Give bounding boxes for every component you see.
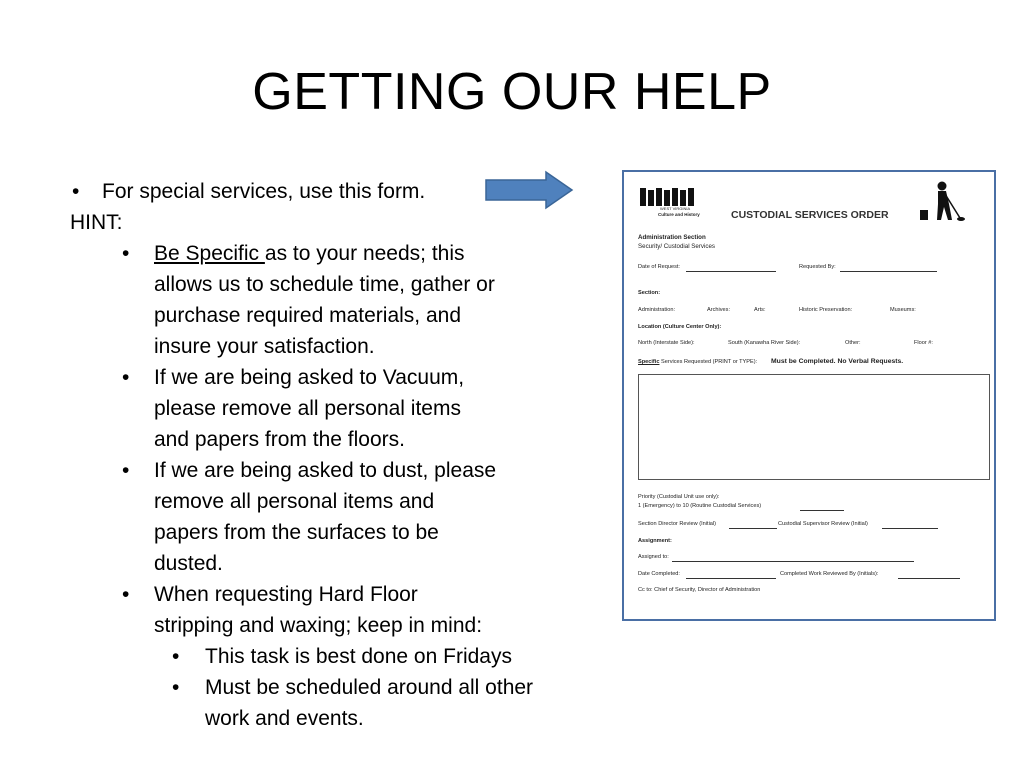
form-completed-reviewed: Completed Work Reviewed By (Initials):: [780, 571, 879, 577]
form-line: [840, 271, 937, 272]
form-title: CUSTODIAL SERVICES ORDER: [731, 209, 889, 221]
form-section-sub: Security/ Custodial Services: [638, 243, 716, 250]
hint-text: If we are being asked to Vacuum, please remove all personal items and papers from the floors.: [154, 366, 465, 451]
form-museums: Museums:: [890, 307, 916, 313]
hint-item: [70, 455, 499, 579]
form-supervisor-review: Custodial Supervisor Review (Initial): [778, 521, 868, 527]
form-assigned-to: Assigned to:: [638, 554, 669, 560]
sub-hint-item: [70, 641, 580, 672]
form-line: [898, 578, 960, 579]
form-cc: Cc to: Chief of Security, Director of Administration: [638, 587, 761, 593]
custodial-form-image: [622, 170, 996, 621]
bullet-dot: •: [122, 366, 130, 389]
janitor-icon: [916, 180, 966, 224]
form-line: [729, 528, 777, 529]
form-services-requested: Services Requested (PRINT or TYPE):: [659, 359, 758, 365]
form-line: [800, 510, 844, 511]
form-other: Other:: [845, 340, 861, 346]
form-priority: Priority (Custodial Unit use only):: [638, 494, 720, 500]
form-line: [686, 578, 776, 579]
form-date-of-request: Date of Request:: [638, 264, 680, 270]
hint-text: When requesting Hard Floor stripping and waxing; keep in mind:: [154, 583, 483, 637]
form-historic: Historic Preservation:: [799, 307, 853, 313]
bullet-dot: •: [122, 242, 130, 265]
logo-text-2: Culture and History: [658, 212, 700, 217]
logo-text-1: WEST VIRGINIA: [660, 206, 691, 211]
form-north: North (Interstate Side):: [638, 340, 695, 346]
hint-text: as to your needs; this allows us to schedule time, gather or purchase required materials, and insure your satisfaction.: [154, 242, 495, 358]
form-section-label: Section:: [638, 290, 661, 296]
form-assignment: Assignment:: [638, 538, 672, 544]
hint-item: [70, 579, 499, 641]
slide-body: [70, 176, 590, 734]
slide-title: GETTING OUR HELP: [252, 63, 772, 121]
bullet-dot: •: [172, 645, 180, 668]
form-specific: Specific: [638, 359, 660, 365]
sub-hint-text: Must be scheduled around all other work and events.: [205, 676, 534, 730]
form-director-review: Section Director Review (Initial): [638, 521, 717, 527]
hint-item: [70, 238, 499, 362]
bullet-dot: •: [122, 583, 130, 606]
bullet-dot: •: [72, 180, 80, 203]
form-must-be-completed: Must be Completed. No Verbal Requests.: [771, 358, 904, 365]
bullet-intro-text: For special services, use this form.: [102, 180, 426, 203]
form-archives: Archives:: [707, 307, 731, 313]
form-floor: Floor #:: [914, 340, 933, 346]
form-requested-by: Requested By:: [799, 264, 836, 270]
form-location: Location (Culture Center Only):: [638, 324, 722, 330]
form-admin: Administration:: [638, 307, 675, 313]
right-arrow-icon: [484, 170, 576, 210]
form-services-label: [638, 359, 757, 365]
hint-text: If we are being asked to dust, please remove all personal items and papers from the surfaces to be dusted.: [154, 459, 497, 575]
hint-underlined-text: Be Specific: [154, 242, 265, 265]
sub-hint-text: This task is best done on Fridays: [205, 645, 512, 668]
sub-hint-item: [70, 672, 580, 734]
form-section-heading: Administration Section: [638, 234, 706, 241]
form-date-completed: Date Completed:: [638, 571, 680, 577]
form-line: [672, 561, 914, 562]
bullet-dot: •: [172, 676, 180, 699]
form-services-box: [638, 374, 990, 480]
form-line: [686, 271, 776, 272]
form-line: [882, 528, 938, 529]
form-priority-scale: 1 (Emergency) to 10 (Routine Custodial Services): [638, 503, 762, 509]
bullet-dot: •: [122, 459, 130, 482]
form-south: South (Kanawha River Side):: [728, 340, 801, 346]
form-arts: Arts:: [754, 307, 766, 313]
hint-item: [70, 362, 499, 455]
hint-label: HINT:: [70, 211, 123, 234]
